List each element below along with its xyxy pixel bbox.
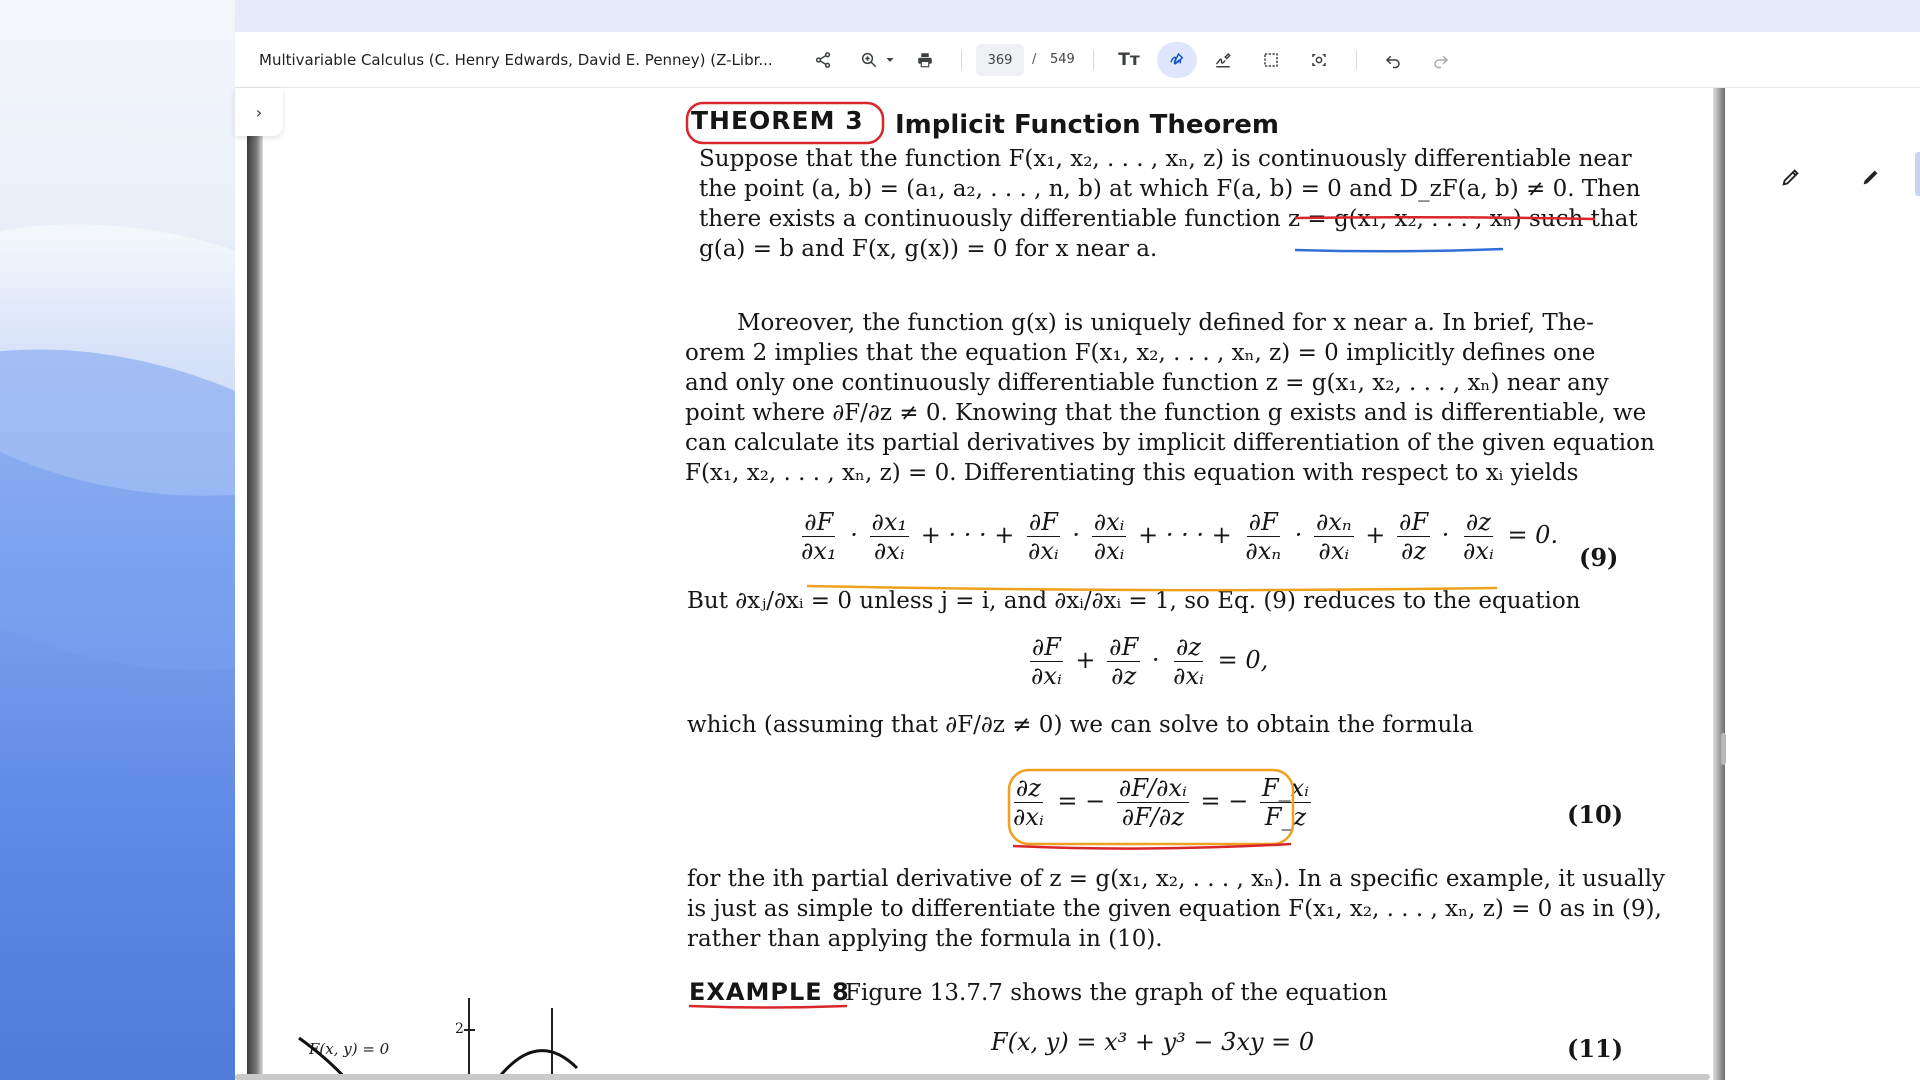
fraction-numerator: ∂z (1465, 508, 1491, 536)
fraction-numerator: ∂F (1248, 508, 1278, 536)
body-line: But ∂xⱼ/∂xᵢ = 0 unless j = i, and ∂xᵢ/∂xᵢ = 1, so Eq. (9) reduces to the equation (687, 588, 1581, 614)
equals-minus: = − (1200, 787, 1249, 815)
horizontal-scrollbar[interactable] (235, 1074, 1710, 1080)
fraction-denominator: F_z (1264, 803, 1307, 831)
page-binding-shadow (247, 136, 263, 1080)
chevron-down-icon (884, 54, 896, 66)
fraction-numerator: ∂F (1028, 508, 1058, 536)
dot-operator: · (1072, 521, 1081, 549)
fraction-numerator: ∂z (1015, 774, 1041, 802)
fraction-numerator: ∂xₙ (1315, 508, 1352, 536)
screenshot-button[interactable] (1301, 42, 1337, 78)
equation-tail: = 0, (1217, 646, 1269, 674)
fraction-numerator: ∂z (1176, 633, 1202, 661)
text-size-icon: Tт (1118, 50, 1140, 70)
underline-annotation (689, 1006, 847, 1008)
fraction-denominator: ∂xᵢ (1093, 537, 1125, 565)
underline-annotation (1013, 844, 1291, 849)
print-icon (916, 51, 934, 69)
body-line: point where ∂F/∂z ≠ 0. Knowing that the function g exists and is differentiable, we (685, 400, 1647, 426)
fraction-denominator: ∂xᵢ (1027, 537, 1059, 565)
fraction-denominator: ∂xᵢ (873, 537, 905, 565)
text-button[interactable] (1111, 42, 1147, 78)
example-label: EXAMPLE 8 (689, 978, 850, 1006)
body-line: rather than applying the formula in (10). (687, 926, 1163, 952)
equals-minus: = − (1057, 787, 1106, 815)
figure-label: F(x, y) = 0 (309, 1040, 390, 1058)
toolbar-divider (1093, 50, 1094, 70)
toolbar-divider (961, 50, 962, 70)
page-number-input[interactable]: 369 (976, 44, 1024, 76)
undo-button[interactable] (1375, 42, 1411, 78)
chevron-right-icon: › (255, 102, 263, 122)
print-button[interactable] (907, 42, 943, 78)
body-line: and only one continuously differentiable function z = g(x₁, x₂, . . . , xₙ) near any (685, 370, 1609, 396)
fraction-numerator: ∂xᵢ (1093, 508, 1125, 536)
example-text: Figure 13.7.7 shows the graph of the equation (845, 980, 1388, 1006)
side-panel-tab[interactable] (1915, 152, 1920, 196)
dot-operator: · (1151, 646, 1160, 674)
theorem-line: there exists a continuously differentiable function z = g(x₁, x₂, . . . , xₙ) such that (699, 206, 1638, 232)
select-area-button[interactable] (1253, 42, 1289, 78)
fraction-numerator: ∂x₁ (871, 508, 908, 536)
dot-operator: · (1294, 521, 1303, 549)
signature-icon (1214, 51, 1232, 69)
example-equation: F(x, y) = x³ + y³ − 3xy = 0 (991, 1028, 1315, 1056)
zoom-button[interactable] (852, 42, 904, 78)
fraction-denominator: ∂xₙ (1245, 537, 1282, 565)
equation-reduced (1025, 633, 1268, 690)
window-top-strip (235, 0, 1920, 32)
fraction-numerator: F_xᵢ (1261, 774, 1309, 802)
body-line: is just as simple to differentiate the given equation F(x₁, x₂, . . . , xₙ, z) = 0 as in (9), (687, 896, 1662, 922)
redo-button[interactable] (1423, 42, 1459, 78)
page-separator: / (1032, 52, 1037, 67)
draw-button[interactable] (1157, 42, 1197, 78)
desktop-wallpaper (0, 0, 235, 1080)
fraction-numerator: ∂F (804, 508, 834, 536)
share-icon (814, 51, 832, 69)
equation-number: (11) (1567, 1034, 1624, 1063)
fraction-numerator: ∂F (1399, 508, 1429, 536)
signature-button[interactable] (1205, 42, 1241, 78)
body-line: can calculate its partial derivatives by implicit differentiation of the given equation (685, 430, 1655, 456)
equation-9 (795, 508, 1558, 565)
figure-graph (287, 998, 587, 1080)
fraction-denominator: ∂xᵢ (1031, 662, 1062, 690)
fraction-denominator: ∂z (1401, 537, 1427, 565)
underline-annotation (1295, 249, 1503, 251)
pen-icon[interactable] (1780, 166, 1802, 188)
fraction-numerator: ∂F (1031, 633, 1061, 661)
document-area (235, 88, 1920, 1080)
toolbar-divider (1356, 50, 1357, 70)
draw-icon (1168, 51, 1186, 69)
plus-operator: + · · · + (920, 521, 1015, 549)
redo-icon (1432, 51, 1450, 69)
pdf-viewer-window (235, 0, 1920, 1080)
screenshot-icon (1310, 51, 1328, 69)
fraction-denominator: ∂F/∂z (1121, 803, 1184, 831)
dot-operator: · (850, 521, 858, 549)
body-line: which (assuming that ∂F/∂z ≠ 0) we can solve to obtain the formula (687, 712, 1474, 738)
fraction-denominator: ∂xᵢ (1013, 803, 1044, 831)
plus-operator: + (1075, 646, 1096, 674)
fraction-numerator: ∂F/∂xᵢ (1118, 774, 1187, 802)
figure-tick-label: 2 (455, 1021, 464, 1037)
body-line: F(x₁, x₂, . . . , xₙ, z) = 0. Differentiating this equation with respect to xᵢ yields (685, 460, 1579, 486)
fraction-denominator: ∂xᵢ (1318, 537, 1350, 565)
equation-tail: = 0. (1507, 521, 1559, 549)
undo-icon (1384, 51, 1402, 69)
select-area-icon (1262, 51, 1280, 69)
theorem-line: g(a) = b and F(x, g(x)) = 0 for x near a. (699, 236, 1158, 262)
dot-operator: · (1441, 521, 1450, 549)
plus-operator: + (1365, 521, 1386, 549)
theorem-title: Implicit Function Theorem (895, 110, 1279, 140)
scanned-page (247, 88, 1732, 1080)
sidebar-toggle-button[interactable] (235, 88, 283, 136)
fraction-denominator: ∂z (1111, 662, 1137, 690)
highlighter-icon[interactable] (1860, 166, 1882, 188)
share-button[interactable] (805, 42, 841, 78)
equation-10 (1007, 774, 1315, 831)
body-line: orem 2 implies that the equation F(x₁, x₂, . . . , xₙ, z) = 0 implicitly defines one (685, 340, 1596, 366)
theorem-label: THEOREM 3 (691, 106, 864, 135)
body-line: Moreover, the function g(x) is uniquely defined for x near a. In brief, The- (737, 310, 1594, 336)
viewer-toolbar (235, 32, 1920, 88)
fraction-denominator: ∂xᵢ (1463, 537, 1494, 565)
theorem-line: the point (a, b) = (a₁, a₂, . . . , n, b) at which F(a, b) = 0 and D_zF(a, b) ≠ 0. Then (699, 176, 1641, 202)
total-pages: 549 (1050, 52, 1075, 67)
zoom-icon (860, 51, 878, 69)
theorem-line: Suppose that the function F(x₁, x₂, . . . , xₙ, z) is continuously differentiable near (699, 146, 1632, 172)
vertical-scrollbar[interactable] (1721, 733, 1726, 765)
equation-number: (9) (1579, 543, 1619, 572)
body-line: for the ith partial derivative of z = g(x₁, x₂, . . . , xₙ). In a specific example, it usually (687, 866, 1666, 892)
page-edge-shadow (1713, 88, 1725, 1080)
plus-operator: + · · · + (1138, 521, 1232, 549)
fraction-denominator: ∂xᵢ (1173, 662, 1204, 690)
fraction-numerator: ∂F (1109, 633, 1139, 661)
fraction-denominator: ∂x₁ (801, 537, 837, 565)
equation-number: (10) (1567, 800, 1624, 829)
document-title: Multivariable Calculus (C. Henry Edwards, David E. Penney) (Z-Libr... (259, 50, 773, 69)
